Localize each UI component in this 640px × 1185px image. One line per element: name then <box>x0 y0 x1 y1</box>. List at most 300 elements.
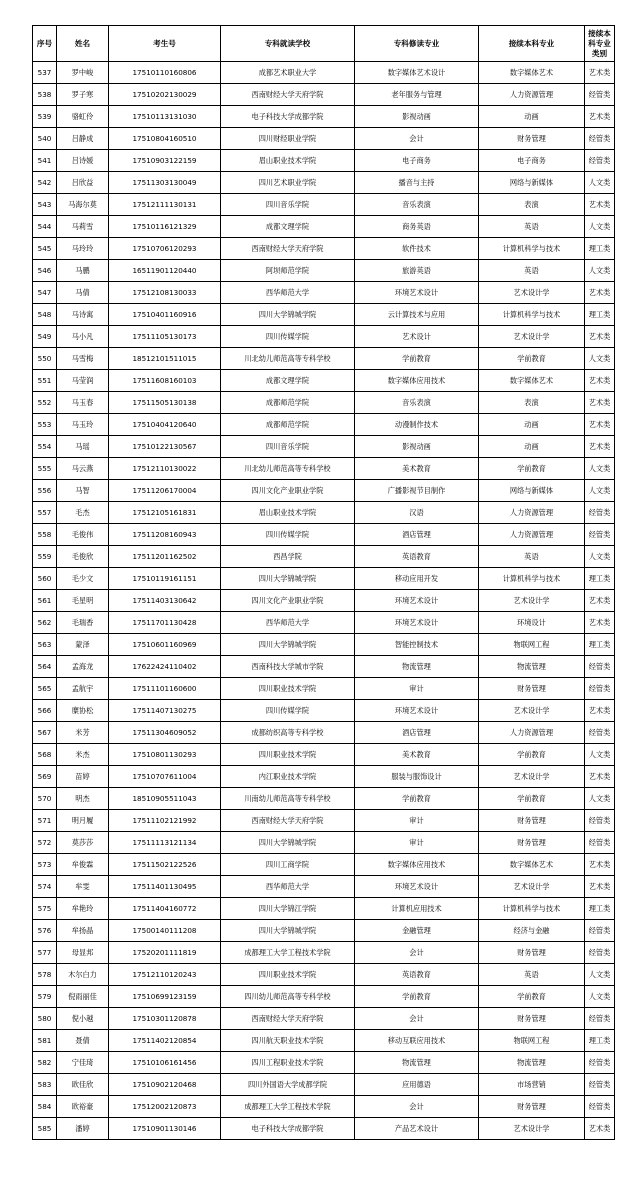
table-row <box>33 524 615 546</box>
junior-major-cell: 审计 <box>355 678 479 700</box>
index-cell: 568 <box>33 744 57 766</box>
index-cell: 577 <box>33 942 57 964</box>
name-cell: 马倩 <box>57 282 109 304</box>
junior-college-cell: 成都理工大学工程技术学院 <box>221 942 355 964</box>
junior-college-cell: 眉山职业技术学院 <box>221 150 355 172</box>
index-cell: 579 <box>33 986 57 1008</box>
index-cell: 567 <box>33 722 57 744</box>
index-cell: 573 <box>33 854 57 876</box>
index-cell: 569 <box>33 766 57 788</box>
table-row <box>33 1118 615 1140</box>
major-category-cell: 人文类 <box>585 788 615 810</box>
name-cell: 牟艳玲 <box>57 898 109 920</box>
bachelor-major-cell: 动画 <box>479 436 585 458</box>
table-row <box>33 590 615 612</box>
major-category-cell: 艺术类 <box>585 414 615 436</box>
bachelor-major-cell: 物联网工程 <box>479 634 585 656</box>
index-cell: 563 <box>33 634 57 656</box>
junior-major-cell: 物流管理 <box>355 1052 479 1074</box>
name-cell: 马诗寓 <box>57 304 109 326</box>
major-category-cell: 艺术类 <box>585 62 615 84</box>
junior-major-cell: 环境艺术设计 <box>355 612 479 634</box>
header-junior-major: 专科修读专业 <box>355 26 479 62</box>
junior-college-cell: 四川工程职业技术学院 <box>221 1052 355 1074</box>
bachelor-major-cell: 艺术设计学 <box>479 326 585 348</box>
junior-college-cell: 四川财经职业学院 <box>221 128 355 150</box>
junior-college-cell: 西华师范大学 <box>221 876 355 898</box>
exam-number-cell: 17511201162502 <box>109 546 221 568</box>
junior-major-cell: 云计算技术与应用 <box>355 304 479 326</box>
index-cell: 555 <box>33 458 57 480</box>
name-cell: 孟海龙 <box>57 656 109 678</box>
table-row <box>33 260 615 282</box>
table-row <box>33 436 615 458</box>
table-header <box>33 26 615 62</box>
bachelor-major-cell: 英语 <box>479 260 585 282</box>
junior-major-cell: 应用德语 <box>355 1074 479 1096</box>
junior-college-cell: 西昌学院 <box>221 546 355 568</box>
name-cell: 苗婷 <box>57 766 109 788</box>
major-category-cell: 经管类 <box>585 84 615 106</box>
junior-major-cell: 动漫制作技术 <box>355 414 479 436</box>
index-cell: 551 <box>33 370 57 392</box>
junior-major-cell: 美术教育 <box>355 458 479 480</box>
index-cell: 553 <box>33 414 57 436</box>
table-row <box>33 568 615 590</box>
name-cell: 牟雯 <box>57 876 109 898</box>
major-category-cell: 人文类 <box>585 546 615 568</box>
major-category-cell: 人文类 <box>585 480 615 502</box>
junior-major-cell: 酒店管理 <box>355 524 479 546</box>
junior-major-cell: 学前教育 <box>355 986 479 1008</box>
table-row <box>33 62 615 84</box>
table-row <box>33 942 615 964</box>
junior-major-cell: 服装与服饰设计 <box>355 766 479 788</box>
bachelor-major-cell: 计算机科学与技术 <box>479 898 585 920</box>
major-category-cell: 经管类 <box>585 920 615 942</box>
table-row <box>33 128 615 150</box>
major-category-cell: 人文类 <box>585 964 615 986</box>
header-exam-number: 考生号 <box>109 26 221 62</box>
bachelor-major-cell: 财务管理 <box>479 810 585 832</box>
junior-college-cell: 电子科技大学成都学院 <box>221 1118 355 1140</box>
major-category-cell: 经管类 <box>585 150 615 172</box>
index-cell: 561 <box>33 590 57 612</box>
major-category-cell: 理工类 <box>585 1030 615 1052</box>
name-cell: 罗子寒 <box>57 84 109 106</box>
major-category-cell: 艺术类 <box>585 326 615 348</box>
bachelor-major-cell: 物流管理 <box>479 1052 585 1074</box>
junior-college-cell: 四川大学锦城学院 <box>221 832 355 854</box>
name-cell: 米芳 <box>57 722 109 744</box>
bachelor-major-cell: 物联网工程 <box>479 1030 585 1052</box>
junior-major-cell: 汉语 <box>355 502 479 524</box>
junior-major-cell: 计算机应用技术 <box>355 898 479 920</box>
major-category-cell: 人文类 <box>585 172 615 194</box>
junior-college-cell: 四川音乐学院 <box>221 436 355 458</box>
table-row <box>33 502 615 524</box>
exam-number-cell: 17511608160103 <box>109 370 221 392</box>
bachelor-major-cell: 物流管理 <box>479 656 585 678</box>
bachelor-major-cell: 财务管理 <box>479 832 585 854</box>
table-row <box>33 370 615 392</box>
junior-major-cell: 会计 <box>355 942 479 964</box>
bachelor-major-cell: 表演 <box>479 194 585 216</box>
table-row <box>33 150 615 172</box>
index-cell: 554 <box>33 436 57 458</box>
junior-major-cell: 移动应用开发 <box>355 568 479 590</box>
junior-major-cell: 环境艺术设计 <box>355 876 479 898</box>
junior-college-cell: 四川职业技术学院 <box>221 678 355 700</box>
exam-number-cell: 17510706120293 <box>109 238 221 260</box>
junior-major-cell: 英语教育 <box>355 546 479 568</box>
junior-major-cell: 会计 <box>355 1096 479 1118</box>
exam-number-cell: 17511105130173 <box>109 326 221 348</box>
exam-number-cell: 17510699123159 <box>109 986 221 1008</box>
table-row <box>33 304 615 326</box>
bachelor-major-cell: 数字媒体艺术 <box>479 370 585 392</box>
junior-major-cell: 音乐表演 <box>355 194 479 216</box>
major-category-cell: 艺术类 <box>585 282 615 304</box>
exam-number-cell: 17512110120243 <box>109 964 221 986</box>
major-category-cell: 经管类 <box>585 1096 615 1118</box>
major-category-cell: 理工类 <box>585 634 615 656</box>
major-category-cell: 经管类 <box>585 678 615 700</box>
junior-college-cell: 成都师范学院 <box>221 392 355 414</box>
major-category-cell: 人文类 <box>585 216 615 238</box>
name-cell: 潘婷 <box>57 1118 109 1140</box>
bachelor-major-cell: 环境设计 <box>479 612 585 634</box>
bachelor-major-cell: 市场营销 <box>479 1074 585 1096</box>
name-cell: 聂倩 <box>57 1030 109 1052</box>
junior-college-cell: 成都文理学院 <box>221 370 355 392</box>
bachelor-major-cell: 学前教育 <box>479 788 585 810</box>
bachelor-major-cell: 艺术设计学 <box>479 700 585 722</box>
table-row <box>33 634 615 656</box>
junior-major-cell: 老年服务与管理 <box>355 84 479 106</box>
junior-major-cell: 商务英语 <box>355 216 479 238</box>
junior-college-cell: 成都文理学院 <box>221 216 355 238</box>
junior-major-cell: 数字媒体应用技术 <box>355 854 479 876</box>
name-cell: 欧裕豪 <box>57 1096 109 1118</box>
exam-number-cell: 17511505130138 <box>109 392 221 414</box>
major-category-cell: 艺术类 <box>585 436 615 458</box>
bachelor-major-cell: 电子商务 <box>479 150 585 172</box>
name-cell: 木尔白力 <box>57 964 109 986</box>
major-category-cell: 经管类 <box>585 832 615 854</box>
exam-number-cell: 18512101511015 <box>109 348 221 370</box>
table-row <box>33 722 615 744</box>
major-category-cell: 经管类 <box>585 810 615 832</box>
junior-major-cell: 美术教育 <box>355 744 479 766</box>
table-row <box>33 986 615 1008</box>
exam-number-cell: 17510116121329 <box>109 216 221 238</box>
major-category-cell: 艺术类 <box>585 766 615 788</box>
name-cell: 牟扬晶 <box>57 920 109 942</box>
junior-college-cell: 成都艺术职业大学 <box>221 62 355 84</box>
table-row <box>33 854 615 876</box>
exam-number-cell: 17511701130428 <box>109 612 221 634</box>
exam-number-cell: 17510804160510 <box>109 128 221 150</box>
junior-major-cell: 数字媒体应用技术 <box>355 370 479 392</box>
index-cell: 559 <box>33 546 57 568</box>
bachelor-major-cell: 人力资源管理 <box>479 502 585 524</box>
major-category-cell: 艺术类 <box>585 106 615 128</box>
header-major-category: 接续本科专业类别 <box>585 26 615 62</box>
bachelor-major-cell: 艺术设计学 <box>479 766 585 788</box>
table-row <box>33 1052 615 1074</box>
bachelor-major-cell: 财务管理 <box>479 678 585 700</box>
name-cell: 牟俊霖 <box>57 854 109 876</box>
table-row <box>33 656 615 678</box>
junior-major-cell: 审计 <box>355 810 479 832</box>
index-cell: 557 <box>33 502 57 524</box>
bachelor-major-cell: 财务管理 <box>479 942 585 964</box>
table-row <box>33 1074 615 1096</box>
table-row <box>33 414 615 436</box>
exam-number-cell: 17510122130567 <box>109 436 221 458</box>
bachelor-major-cell: 人力资源管理 <box>479 524 585 546</box>
header-row <box>33 26 615 62</box>
exam-number-cell: 17510902120468 <box>109 1074 221 1096</box>
bachelor-major-cell: 网络与新媒体 <box>479 480 585 502</box>
junior-college-cell: 成都师范学院 <box>221 414 355 436</box>
index-cell: 574 <box>33 876 57 898</box>
junior-college-cell: 西南财经大学天府学院 <box>221 1008 355 1030</box>
bachelor-major-cell: 学前教育 <box>479 348 585 370</box>
major-category-cell: 经管类 <box>585 1008 615 1030</box>
table-row <box>33 964 615 986</box>
major-category-cell: 人文类 <box>585 348 615 370</box>
junior-college-cell: 四川大学锦城学院 <box>221 304 355 326</box>
table-row <box>33 612 615 634</box>
bachelor-major-cell: 人力资源管理 <box>479 722 585 744</box>
junior-college-cell: 电子科技大学成都学院 <box>221 106 355 128</box>
exam-number-cell: 17511101160600 <box>109 678 221 700</box>
junior-major-cell: 环境艺术设计 <box>355 700 479 722</box>
exam-number-cell: 17511303130049 <box>109 172 221 194</box>
index-cell: 542 <box>33 172 57 194</box>
exam-number-cell: 17512002120873 <box>109 1096 221 1118</box>
junior-college-cell: 成都纺织高等专科学校 <box>221 722 355 744</box>
header-bachelor-major: 接续本科专业 <box>479 26 585 62</box>
index-cell: 547 <box>33 282 57 304</box>
table-row <box>33 172 615 194</box>
major-category-cell: 经管类 <box>585 722 615 744</box>
name-cell: 吕静成 <box>57 128 109 150</box>
table-body <box>33 62 615 1140</box>
major-category-cell: 艺术类 <box>585 370 615 392</box>
name-cell: 马智 <box>57 480 109 502</box>
major-category-cell: 经管类 <box>585 1074 615 1096</box>
exam-number-cell: 17520201111819 <box>109 942 221 964</box>
table-row <box>33 1030 615 1052</box>
table-row <box>33 546 615 568</box>
junior-college-cell: 阿坝师范学院 <box>221 260 355 282</box>
table-row <box>33 458 615 480</box>
junior-college-cell: 四川外国语大学成都学院 <box>221 1074 355 1096</box>
table-row <box>33 766 615 788</box>
major-category-cell: 理工类 <box>585 568 615 590</box>
table-row <box>33 480 615 502</box>
name-cell: 毛瑞香 <box>57 612 109 634</box>
bachelor-major-cell: 计算机科学与技术 <box>479 238 585 260</box>
bachelor-major-cell: 艺术设计学 <box>479 876 585 898</box>
table-row <box>33 238 615 260</box>
bachelor-major-cell: 表演 <box>479 392 585 414</box>
exam-number-cell: 17510707611004 <box>109 766 221 788</box>
index-cell: 565 <box>33 678 57 700</box>
junior-major-cell: 移动互联应用技术 <box>355 1030 479 1052</box>
table-row <box>33 1008 615 1030</box>
table-row <box>33 876 615 898</box>
name-cell: 马玲玲 <box>57 238 109 260</box>
bachelor-major-cell: 计算机科学与技术 <box>479 304 585 326</box>
junior-major-cell: 酒店管理 <box>355 722 479 744</box>
name-cell: 马云燕 <box>57 458 109 480</box>
major-category-cell: 人文类 <box>585 458 615 480</box>
name-cell: 倪雨丽佳 <box>57 986 109 1008</box>
junior-college-cell: 内江职业技术学院 <box>221 766 355 788</box>
index-cell: 541 <box>33 150 57 172</box>
bachelor-major-cell: 艺术设计学 <box>479 282 585 304</box>
table-row <box>33 700 615 722</box>
name-cell: 马玉玲 <box>57 414 109 436</box>
name-cell: 糜协松 <box>57 700 109 722</box>
name-cell: 马瑶 <box>57 436 109 458</box>
name-cell: 欧佳欣 <box>57 1074 109 1096</box>
junior-major-cell: 艺术设计 <box>355 326 479 348</box>
junior-college-cell: 四川航天职业技术学院 <box>221 1030 355 1052</box>
exam-number-cell: 17511403130642 <box>109 590 221 612</box>
junior-college-cell: 四川文化产业职业学院 <box>221 480 355 502</box>
table-row <box>33 326 615 348</box>
table-row <box>33 744 615 766</box>
junior-college-cell: 川南幼儿师范高等专科学校 <box>221 788 355 810</box>
junior-college-cell: 四川职业技术学院 <box>221 744 355 766</box>
bachelor-major-cell: 艺术设计学 <box>479 1118 585 1140</box>
major-category-cell: 艺术类 <box>585 194 615 216</box>
junior-major-cell: 软件技术 <box>355 238 479 260</box>
bachelor-major-cell: 动画 <box>479 414 585 436</box>
junior-major-cell: 英语教育 <box>355 964 479 986</box>
bachelor-major-cell: 人力资源管理 <box>479 84 585 106</box>
index-cell: 546 <box>33 260 57 282</box>
major-category-cell: 经管类 <box>585 942 615 964</box>
bachelor-major-cell: 数字媒体艺术 <box>479 854 585 876</box>
junior-major-cell: 学前教育 <box>355 348 479 370</box>
bachelor-major-cell: 财务管理 <box>479 128 585 150</box>
table-row <box>33 898 615 920</box>
exam-number-cell: 17510801130293 <box>109 744 221 766</box>
bachelor-major-cell: 英语 <box>479 216 585 238</box>
name-cell: 马小凡 <box>57 326 109 348</box>
exam-number-cell: 17511208160943 <box>109 524 221 546</box>
name-cell: 孟航宇 <box>57 678 109 700</box>
exam-number-cell: 17511102121992 <box>109 810 221 832</box>
major-category-cell: 经管类 <box>585 1052 615 1074</box>
exam-number-cell: 18510905511043 <box>109 788 221 810</box>
junior-college-cell: 四川艺术职业学院 <box>221 172 355 194</box>
index-cell: 572 <box>33 832 57 854</box>
index-cell: 570 <box>33 788 57 810</box>
major-category-cell: 经管类 <box>585 524 615 546</box>
index-cell: 583 <box>33 1074 57 1096</box>
index-cell: 543 <box>33 194 57 216</box>
index-cell: 576 <box>33 920 57 942</box>
junior-college-cell: 四川大学锦城学院 <box>221 920 355 942</box>
exam-number-cell: 17510404120640 <box>109 414 221 436</box>
junior-major-cell: 影视动画 <box>355 436 479 458</box>
index-cell: 585 <box>33 1118 57 1140</box>
junior-college-cell: 眉山职业技术学院 <box>221 502 355 524</box>
exam-number-cell: 17511407130275 <box>109 700 221 722</box>
junior-college-cell: 四川幼儿师范高等专科学校 <box>221 986 355 1008</box>
junior-major-cell: 智能控制技术 <box>355 634 479 656</box>
junior-major-cell: 金融管理 <box>355 920 479 942</box>
name-cell: 毛杰 <box>57 502 109 524</box>
exam-number-cell: 17511304609052 <box>109 722 221 744</box>
name-cell: 毛星明 <box>57 590 109 612</box>
junior-major-cell: 审计 <box>355 832 479 854</box>
bachelor-major-cell: 数字媒体艺术 <box>479 62 585 84</box>
index-cell: 584 <box>33 1096 57 1118</box>
junior-college-cell: 西南财经大学天府学院 <box>221 238 355 260</box>
table-row <box>33 282 615 304</box>
table-row <box>33 832 615 854</box>
table-row <box>33 84 615 106</box>
major-category-cell: 艺术类 <box>585 876 615 898</box>
junior-college-cell: 四川职业技术学院 <box>221 964 355 986</box>
table-row <box>33 194 615 216</box>
junior-college-cell: 成都理工大学工程技术学院 <box>221 1096 355 1118</box>
index-cell: 580 <box>33 1008 57 1030</box>
junior-college-cell: 四川工商学院 <box>221 854 355 876</box>
table-row <box>33 348 615 370</box>
major-category-cell: 人文类 <box>585 744 615 766</box>
major-category-cell: 艺术类 <box>585 590 615 612</box>
index-cell: 537 <box>33 62 57 84</box>
exam-number-cell: 17511502122526 <box>109 854 221 876</box>
major-category-cell: 艺术类 <box>585 612 615 634</box>
index-cell: 539 <box>33 106 57 128</box>
junior-major-cell: 电子商务 <box>355 150 479 172</box>
exam-number-cell: 17510903122159 <box>109 150 221 172</box>
major-category-cell: 经管类 <box>585 656 615 678</box>
index-cell: 560 <box>33 568 57 590</box>
index-cell: 558 <box>33 524 57 546</box>
major-category-cell: 艺术类 <box>585 854 615 876</box>
major-category-cell: 艺术类 <box>585 700 615 722</box>
major-category-cell: 理工类 <box>585 898 615 920</box>
exam-number-cell: 17622424110402 <box>109 656 221 678</box>
junior-college-cell: 西南财经大学天府学院 <box>221 84 355 106</box>
index-cell: 571 <box>33 810 57 832</box>
bachelor-major-cell: 学前教育 <box>479 986 585 1008</box>
index-cell: 538 <box>33 84 57 106</box>
major-category-cell: 经管类 <box>585 128 615 150</box>
junior-major-cell: 旅游英语 <box>355 260 479 282</box>
junior-college-cell: 四川大学锦江学院 <box>221 898 355 920</box>
bachelor-major-cell: 财务管理 <box>479 1008 585 1030</box>
exam-number-cell: 17512110130022 <box>109 458 221 480</box>
junior-college-cell: 四川文化产业职业学院 <box>221 590 355 612</box>
exam-number-cell: 17510901130146 <box>109 1118 221 1140</box>
index-cell: 556 <box>33 480 57 502</box>
name-cell: 马莉雪 <box>57 216 109 238</box>
index-cell: 545 <box>33 238 57 260</box>
exam-number-cell: 17510601160969 <box>109 634 221 656</box>
